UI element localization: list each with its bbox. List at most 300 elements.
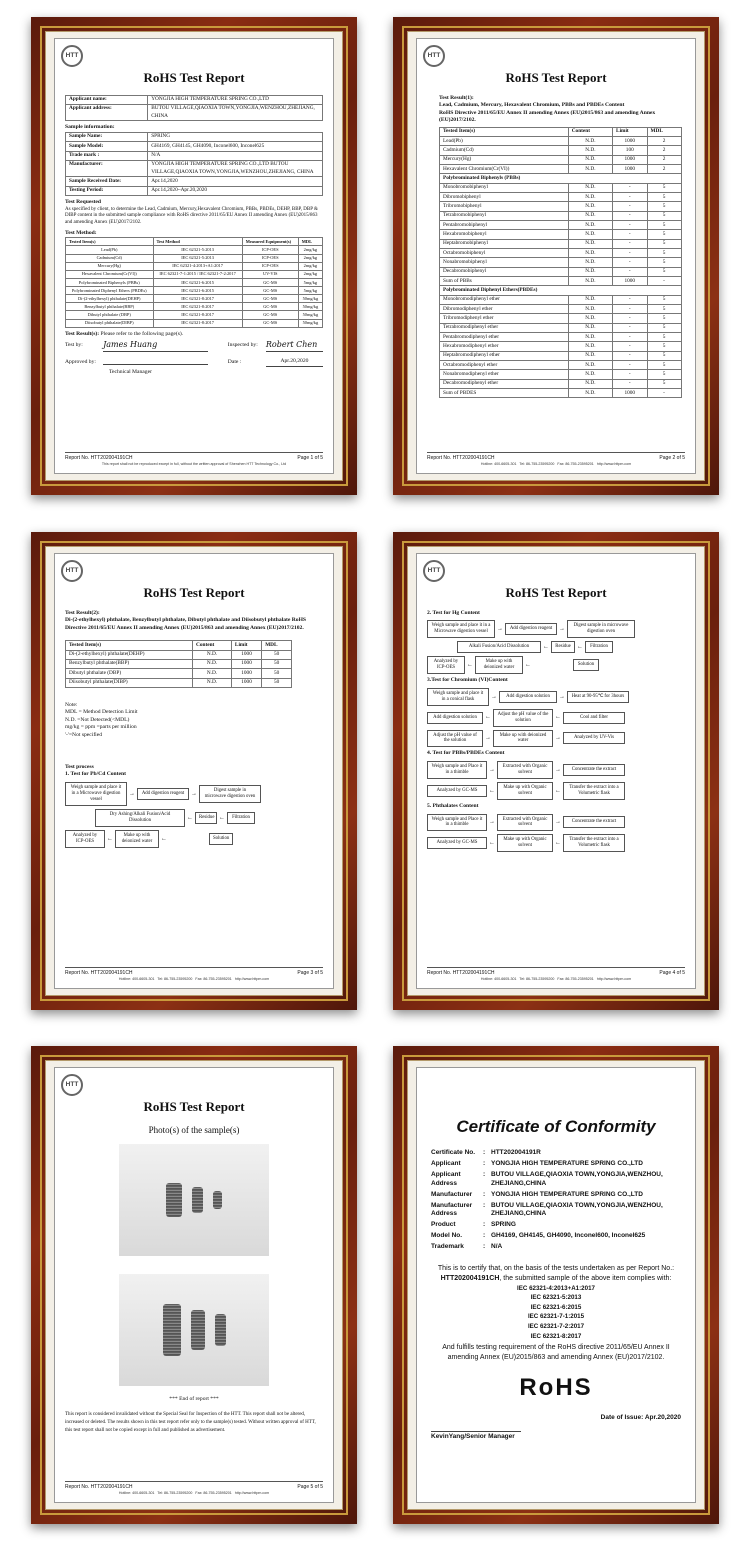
table-cell: 1000 bbox=[613, 165, 647, 174]
test-requested-text: As specified by client, to determine the Lead, Cadmium, Mercury,Hexavalent Chromium, PBBs, PBDEs, DEHP, BBP, DBP & DIBP content in the submitted sample compliance with RoHS directive 2011/65/EU Annex II amending Annex (EU)2015/863 and amending Annex (EU)2017/2102. bbox=[65, 206, 318, 226]
table-cell: - bbox=[613, 183, 647, 192]
sample-photo-1 bbox=[119, 1144, 269, 1256]
coc-value: N/A bbox=[491, 1243, 503, 1251]
flow-step: Dry Ashing/Alkali Fusion/Acid Dissolution bbox=[95, 809, 185, 827]
table-cell: GC-MS bbox=[242, 295, 298, 303]
coc-label: Product bbox=[431, 1221, 456, 1229]
field-label: Sample Received Date: bbox=[66, 177, 148, 186]
table-cell: - bbox=[613, 351, 647, 360]
table-cell: N.D. bbox=[193, 678, 232, 687]
table-cell: N.D. bbox=[568, 388, 612, 397]
coc-value: YONGJIA HIGH TEMPERATURE SPRING CO.,LTD bbox=[491, 1190, 643, 1198]
report-disclaimer: This report is considered invalidated without the Special Seal for Inspection of the HTT. This report shall not be altered, increased or deleted. The results shown in this test report refer only to the sample(s) tested. Without written approval of HTT, this test report shall not be copied except in full and published as advertisement. bbox=[65, 1412, 316, 1434]
result2-subheading: Di-(2-ethylhexyl) phthalate, Benzylbutyl phthalate, Dibutyl phthalate and Diisobutyl phthalate RoHS Directive 2011/65/EU Annex II amending Annex (EU)2015/863 and amending Annex (EU)2017/2102. bbox=[65, 617, 307, 631]
coc-separator: : bbox=[483, 1232, 486, 1240]
result2-table bbox=[65, 640, 292, 688]
coc-separator: : bbox=[483, 1243, 486, 1251]
table-cell: 2mg/kg bbox=[298, 262, 322, 270]
table-header bbox=[66, 641, 292, 650]
flow-step: Make up with deionized water bbox=[475, 656, 523, 674]
table-cell: Nonabromodiphenyl ether bbox=[440, 370, 569, 379]
field-value: N/A bbox=[148, 151, 323, 160]
table-row bbox=[440, 304, 682, 313]
table-cell: 5 bbox=[647, 211, 681, 220]
inspected-by-label: Inspected by: bbox=[227, 342, 258, 349]
field-value: YONGJIA HIGH TEMPERATURE SPRING CO.,LTD bbox=[148, 95, 323, 104]
table-row bbox=[66, 659, 292, 668]
flow-step: Weigh sample and Place it in a thimble bbox=[427, 761, 487, 779]
field-label: Sample Name: bbox=[66, 132, 148, 141]
result1-directive: RoHS Directive 2011/65/EU Annex II amending Annex (EU)2015/863 and amending Annex (EU)2017/2102. bbox=[439, 109, 656, 124]
table-cell: N.D. bbox=[568, 267, 612, 276]
table-row bbox=[66, 95, 323, 104]
test-requested-heading: Test Requested bbox=[65, 199, 101, 205]
table-cell: N.D. bbox=[568, 239, 612, 248]
table-cell: Tribromodiphenyl ether bbox=[440, 314, 569, 323]
table-row bbox=[440, 332, 682, 341]
table-cell: N.D. bbox=[568, 360, 612, 369]
htt-logo: HTT bbox=[423, 560, 445, 582]
table-row bbox=[440, 314, 682, 323]
table-row bbox=[440, 230, 682, 239]
standard-item: IEC 62321-7-1:2015 bbox=[527, 1313, 585, 1321]
table-cell: GC-MS bbox=[242, 311, 298, 319]
table-row bbox=[440, 295, 682, 304]
pbb-pbde-heading: 4. Test for PBBs/PBDEs Content bbox=[427, 750, 505, 757]
column-header: Tested Item(s) bbox=[66, 641, 193, 650]
htt-logo: HTT bbox=[61, 45, 83, 67]
table-cell: Decabromodiphenyl ether bbox=[440, 379, 569, 388]
table-cell: Heptabromobiphenyl bbox=[440, 239, 569, 248]
table-cell: N.D. bbox=[568, 323, 612, 332]
coc-label: Manufacturer Address bbox=[431, 1201, 473, 1218]
coc-label: Certificate No. bbox=[431, 1148, 476, 1156]
spring-image bbox=[215, 1314, 226, 1346]
hg-heading: 2. Test for Hg Content bbox=[427, 609, 480, 616]
table-header bbox=[66, 238, 323, 246]
table-cell: - bbox=[613, 267, 647, 276]
table-cell: N.D. bbox=[568, 370, 612, 379]
coc-details bbox=[431, 1149, 681, 1252]
group-row bbox=[440, 286, 682, 295]
table-cell: IEC 62321-8:2017 bbox=[153, 295, 242, 303]
table-cell: - bbox=[647, 388, 681, 397]
spring-image bbox=[213, 1191, 222, 1209]
column-header: Test Method bbox=[153, 238, 242, 246]
table-cell: Nonabromobiphenyl bbox=[440, 258, 569, 267]
table-cell: Cadmium(Cd) bbox=[66, 254, 154, 262]
table-cell: 5 bbox=[647, 239, 681, 248]
applicant-table bbox=[65, 95, 323, 122]
table-row bbox=[66, 669, 292, 678]
table-cell: IEC 62321-7-1:2015 / IEC 62321-7-2:2017 bbox=[153, 270, 242, 278]
test-result-label: Test Result(s): bbox=[65, 330, 100, 337]
table-cell: 2mg/kg bbox=[298, 254, 322, 262]
spring-image bbox=[163, 1304, 181, 1356]
method-table bbox=[65, 237, 323, 327]
table-row bbox=[440, 155, 682, 164]
pb-cd-heading: 1. Test for Pb/Cd Content bbox=[65, 771, 126, 778]
table-cell: N.D. bbox=[568, 332, 612, 341]
table-cell: N.D. bbox=[568, 211, 612, 220]
coc-label: Model No. bbox=[431, 1232, 463, 1240]
cr-heading: 3.Test for Chromium (VI)Content bbox=[427, 677, 508, 684]
flow-step: Analyzed by GC-MS bbox=[427, 785, 487, 797]
flow-step: Add digestion solution bbox=[427, 712, 483, 724]
table-cell: Polybrominated Biphenyls (PBBs) bbox=[66, 278, 154, 286]
table-cell: N.D. bbox=[568, 221, 612, 230]
field-label: Testing Period: bbox=[66, 186, 148, 195]
table-row bbox=[66, 104, 323, 120]
table-cell: Di-(2-ethylhexyl) phthalate(DEHP) bbox=[66, 295, 154, 303]
table-cell: Diisobutyl phthalate(DIBP) bbox=[66, 678, 193, 687]
flow-step: Add digestion solution bbox=[499, 691, 557, 703]
table-cell: Benzylbutyl phthalate(BBP) bbox=[66, 303, 154, 311]
table-cell: Hexabromodiphenyl ether bbox=[440, 342, 569, 351]
table-row bbox=[66, 151, 323, 160]
column-header: Limit bbox=[613, 127, 647, 136]
signer: KevinYang/Senior Manager bbox=[431, 1431, 521, 1442]
table-row bbox=[440, 342, 682, 351]
table-cell: Dibromobiphenyl bbox=[440, 193, 569, 202]
htt-logo: HTT bbox=[61, 1074, 83, 1096]
group-title: Polybrominated Biphenyls (PBBs) bbox=[440, 174, 682, 183]
report-page-5 bbox=[54, 1067, 334, 1503]
table-row bbox=[440, 183, 682, 192]
coc-label: Applicant Address bbox=[431, 1170, 461, 1187]
table-cell: - bbox=[613, 221, 647, 230]
table-cell: 50 bbox=[262, 650, 292, 659]
table-cell: - bbox=[613, 239, 647, 248]
coc-separator: : bbox=[483, 1148, 486, 1156]
report-page-2 bbox=[416, 38, 696, 474]
coc-row bbox=[431, 1232, 681, 1241]
table-row bbox=[440, 388, 682, 397]
column-header: MDL bbox=[262, 641, 292, 650]
table-row bbox=[66, 186, 323, 195]
flow-step: Adjust the pH value of the solution bbox=[493, 709, 553, 727]
page-title: RoHS Test Report bbox=[143, 585, 245, 600]
table-header bbox=[440, 127, 682, 136]
table-cell: 5 bbox=[647, 221, 681, 230]
table-cell: IEC 62321-4:2013+A1:2017 bbox=[153, 262, 242, 270]
table-cell: Diisobutyl phthalate(DIBP) bbox=[66, 319, 154, 327]
table-row bbox=[66, 311, 323, 319]
coc-row bbox=[431, 1202, 681, 1220]
table-row bbox=[66, 142, 323, 151]
table-cell: 5 bbox=[647, 258, 681, 267]
table-cell: 5 bbox=[647, 360, 681, 369]
table-cell: 5 bbox=[647, 295, 681, 304]
table-cell: - bbox=[613, 379, 647, 388]
column-header: Tested Item(s) bbox=[66, 238, 154, 246]
coc-row bbox=[431, 1160, 681, 1169]
page-title: RoHS Test Report bbox=[143, 70, 245, 85]
table-cell: IEC 62321-8:2017 bbox=[153, 303, 242, 311]
coc-separator: : bbox=[483, 1201, 486, 1209]
table-row bbox=[440, 276, 682, 285]
table-cell: - bbox=[613, 202, 647, 211]
coc-title: Certificate of Conformity bbox=[456, 1117, 656, 1136]
table-row bbox=[66, 278, 323, 286]
field-value: YONGJIA HIGH TEMPERATURE SPRING CO.,LTD BUTOU VILLAGE,QIAOXIA TOWN,YONGJIA,WENZHOU,ZHEJIANG, CHINA bbox=[148, 160, 323, 176]
flow-step: Add digestion reagent bbox=[505, 623, 557, 635]
certificate-frame-5 bbox=[31, 1046, 357, 1524]
table-cell: 5mg/kg bbox=[298, 278, 322, 286]
table-cell: Tribromobiphenyl bbox=[440, 202, 569, 211]
coc-separator: : bbox=[483, 1221, 486, 1229]
table-cell: GC-MS bbox=[242, 278, 298, 286]
table-cell: N.D. bbox=[193, 669, 232, 678]
page-footer: Report No. HTT202004191CH Page 2 of 5 Hotline: 400-6605-301 Tel: 86-755-23595200 Fax: 86-755-23595201 http://www.httpm.com bbox=[427, 452, 685, 467]
field-label: Sample Model: bbox=[66, 142, 148, 151]
table-row bbox=[66, 650, 292, 659]
coc-row bbox=[431, 1171, 681, 1189]
table-cell: 1000 bbox=[231, 678, 261, 687]
refer-text: Please refer to the following page(s). bbox=[100, 330, 184, 337]
coc-value: YONGJIA HIGH TEMPERATURE SPRING CO.,LTD bbox=[491, 1159, 643, 1167]
table-cell: Monobromodiphenyl ether bbox=[440, 295, 569, 304]
photo-subtitle: Photo(s) of the sample(s) bbox=[148, 1124, 240, 1135]
table-cell: Hexavalent Chromium(Cr(VI)) bbox=[440, 165, 569, 174]
coc-value: BUTOU VILLAGE,QIAOXIA TOWN,YONGJIA,WENZHOU, ZHEJIANG,CHINA bbox=[491, 1170, 663, 1187]
coc-separator: : bbox=[483, 1170, 486, 1178]
page-footer: Report No. HTT202004191CH Page 3 of 5 Hotline: 400-6605-301 Tel: 86-755-23595200 Fax: 86-755-23595201 http://www.httpm.com bbox=[65, 967, 323, 982]
table-cell: Sum of PBDES bbox=[440, 388, 569, 397]
flow-step: Extracted with Organic solvent bbox=[497, 761, 553, 779]
table-cell: - bbox=[613, 304, 647, 313]
table-row bbox=[440, 267, 682, 276]
flow-step: Extracted with Organic solvent bbox=[497, 814, 553, 832]
table-cell: - bbox=[613, 323, 647, 332]
page-footer: Report No. HTT202004191CH Page 1 of 5 This report shall not be reproduced except in full, without the written approval of Shenzhen HTT Technology Co., Ltd bbox=[65, 452, 323, 467]
table-cell: Di-(2-ethylhexyl) phthalate(DEHP) bbox=[66, 650, 193, 659]
table-cell: GC-MS bbox=[242, 319, 298, 327]
test-signature: James Huang bbox=[103, 340, 208, 352]
table-cell: ICP-OES bbox=[242, 246, 298, 254]
table-cell: N.D. bbox=[568, 202, 612, 211]
table-cell: Dibutyl phthalate (DBP) bbox=[66, 311, 154, 319]
table-cell: ICP-OES bbox=[242, 254, 298, 262]
field-value: SPRING bbox=[148, 132, 323, 141]
table-cell: 50 bbox=[262, 669, 292, 678]
certificate-frame-4 bbox=[393, 532, 719, 1010]
table-cell: 5 bbox=[647, 379, 681, 388]
result2-heading: Test Result(2): bbox=[65, 609, 100, 616]
table-row bbox=[66, 262, 323, 270]
table-cell: Tetrabromobiphenyl bbox=[440, 211, 569, 220]
test-by-label: Test by: bbox=[65, 342, 83, 349]
table-cell: 5 bbox=[647, 230, 681, 239]
page-footer: Report No. HTT202004191CH Page 4 of 5 Hotline: 400-6605-301 Tel: 86-755-23595200 Fax: 86-755-23595201 http://www.httpm.com bbox=[427, 967, 685, 982]
table-cell: 5 bbox=[647, 314, 681, 323]
coc-row bbox=[431, 1191, 681, 1200]
flow-step: Residue bbox=[195, 812, 217, 824]
table-cell: 5 bbox=[647, 183, 681, 192]
flow-step: Digest sample in microwave digestion oven bbox=[567, 620, 635, 638]
table-cell: 5mg/kg bbox=[298, 287, 322, 295]
table-cell: 2mg/kg bbox=[298, 270, 322, 278]
table-cell: 50mg/kg bbox=[298, 319, 322, 327]
standards-list bbox=[431, 1284, 681, 1342]
sample-info-heading: Sample information: bbox=[65, 124, 115, 131]
spring-image bbox=[166, 1183, 182, 1217]
table-cell: - bbox=[613, 258, 647, 267]
table-cell: N.D. bbox=[568, 276, 612, 285]
certificate-frame-2 bbox=[393, 17, 719, 495]
result1-subheading: Lead, Cadmium, Mercury, Hexavalent Chromium, PBBs and PBDEs Content bbox=[439, 102, 625, 109]
coc-separator: : bbox=[483, 1159, 486, 1167]
table-cell: 5 bbox=[647, 249, 681, 258]
table-cell: N.D. bbox=[568, 379, 612, 388]
sample-table bbox=[65, 132, 323, 196]
flow-step: Analyzed by ICP-OES bbox=[65, 830, 105, 848]
field-label: Applicant name: bbox=[66, 95, 148, 104]
flow-step: Weigh sample and place it in a Microwave digestion vessel bbox=[427, 620, 495, 638]
table-cell: 50mg/kg bbox=[298, 295, 322, 303]
end-of-report: *** End of report *** bbox=[169, 1395, 219, 1402]
htt-logo: HTT bbox=[61, 560, 83, 582]
table-row bbox=[440, 370, 682, 379]
table-row bbox=[66, 295, 323, 303]
coc-value: BUTOU VILLAGE,QIAOXIA TOWN,YONGJIA,WENZHOU, ZHEJIANG,CHINA bbox=[491, 1201, 663, 1218]
table-cell: Monobromobiphenyl bbox=[440, 183, 569, 192]
flow-step: Filtration bbox=[227, 812, 255, 824]
flow-step: Make up with Organic solvent bbox=[497, 782, 553, 800]
table-cell: IEC 62321-5:2013 bbox=[153, 246, 242, 254]
field-value: GH4169, GH4145, GH4090, Inconel600, Inconel625 bbox=[148, 142, 323, 151]
table-cell: Tetrabromodiphenyl ether bbox=[440, 323, 569, 332]
report-page-1 bbox=[54, 38, 334, 474]
table-row bbox=[66, 678, 292, 687]
page-title: RoHS Test Report bbox=[505, 585, 607, 600]
table-cell: - bbox=[613, 193, 647, 202]
coc-value: SPRING bbox=[491, 1221, 516, 1229]
date-of-issue: Date of Issue: Apr.20,2020 bbox=[600, 1414, 681, 1422]
flow-step: Digest sample in microwave digestion oven bbox=[199, 785, 261, 803]
table-cell: GC-MS bbox=[242, 287, 298, 295]
table-cell: N.D. bbox=[193, 659, 232, 668]
table-cell: Pentabromodiphenyl ether bbox=[440, 332, 569, 341]
flow-step: Analyzed by ICP-OES bbox=[427, 656, 465, 674]
table-row bbox=[66, 303, 323, 311]
table-cell: 1000 bbox=[613, 276, 647, 285]
table-cell: N.D. bbox=[568, 342, 612, 351]
table-cell: - bbox=[613, 342, 647, 351]
table-cell: UV-VIS bbox=[242, 270, 298, 278]
flow-step: Make up with Organic solvent bbox=[497, 834, 553, 852]
flow-step: Transfer the extract into a Volumetric flask bbox=[563, 834, 625, 852]
column-header: Tested Item(s) bbox=[440, 127, 569, 136]
spring-image bbox=[191, 1310, 205, 1350]
coc-row bbox=[431, 1243, 681, 1252]
note-line: MDL = Method Detection Limit bbox=[65, 709, 138, 716]
table-cell: - bbox=[613, 230, 647, 239]
table-cell: N.D. bbox=[568, 295, 612, 304]
htt-logo: HTT bbox=[423, 45, 445, 67]
note-line: mg/kg = ppm =parts per million bbox=[65, 724, 137, 731]
table-cell: 50mg/kg bbox=[298, 311, 322, 319]
table-cell: 2 bbox=[647, 146, 681, 155]
page-footer: Report No. HTT202004191CH Page 5 of 5 Hotline: 400-6605-301 Tel: 86-755-23595200 Fax: 86-755-23595201 http://www.httpm.com bbox=[65, 1481, 323, 1496]
coc-label: Trademark bbox=[431, 1243, 464, 1251]
group-title: Polybrominated Diphenyl Ethers(PBDEs) bbox=[440, 286, 682, 295]
table-row bbox=[440, 193, 682, 202]
flow-step: Analyzed by UV-Vis bbox=[563, 732, 625, 744]
result1-table bbox=[439, 127, 682, 399]
flow-step: Cool and filter bbox=[563, 712, 625, 724]
table-cell: 1000 bbox=[231, 659, 261, 668]
test-method-heading: Test Method: bbox=[65, 229, 97, 236]
column-header: MDL bbox=[298, 238, 322, 246]
flow-step: Add digestion reagent bbox=[137, 788, 189, 800]
flow-step: Filtration bbox=[585, 641, 613, 653]
notes-list bbox=[65, 709, 323, 739]
table-cell: N.D. bbox=[568, 304, 612, 313]
table-cell: 1000 bbox=[613, 155, 647, 164]
date-label: Date : bbox=[227, 358, 242, 365]
table-cell: IEC 62321-6:2015 bbox=[153, 278, 242, 286]
table-row bbox=[66, 319, 323, 327]
approved-by-label: Approved by: bbox=[65, 358, 96, 365]
column-header: Content bbox=[193, 641, 232, 650]
result1-heading: Test Result(1): bbox=[439, 94, 474, 101]
table-cell: 5 bbox=[647, 202, 681, 211]
certificate-frame-6 bbox=[393, 1046, 719, 1524]
table-row bbox=[66, 254, 323, 262]
coc-separator: : bbox=[483, 1190, 486, 1198]
flow-step: Weigh sample and place it in a Microwave digestion vessel bbox=[65, 782, 127, 806]
table-cell: 1000 bbox=[231, 650, 261, 659]
table-cell: 1000 bbox=[613, 137, 647, 146]
table-cell: Lead(Pb) bbox=[66, 246, 154, 254]
table-cell: IEC 62321-8:2017 bbox=[153, 319, 242, 327]
flow-step: Heat at 90-95℃ for 3hours bbox=[567, 691, 629, 703]
table-row bbox=[66, 287, 323, 295]
table-cell: 1000 bbox=[231, 669, 261, 678]
table-row bbox=[440, 165, 682, 174]
table-row bbox=[440, 146, 682, 155]
table-row bbox=[440, 258, 682, 267]
inspected-signature: Robert Chen bbox=[266, 340, 323, 352]
table-cell: 2mg/kg bbox=[298, 246, 322, 254]
table-cell: Sum of PBBs bbox=[440, 276, 569, 285]
table-cell: 5 bbox=[647, 323, 681, 332]
table-cell: N.D. bbox=[568, 137, 612, 146]
report-page-3: HTT RoHS Test Report Test Result(2): Di-(2-ethylhexyl) phthalate, Benzylbutyl phthalate, Dibutyl phthalate and Diisobutyl phthalate RoHS Directive 2011/65/EU Annex II amending Annex (EU)2015/863 and amending Annex (EU)2017/2102. Tested Item(s) Content Limit MDL Di-(2-ethylhexyl) phthalate(DEHP) N.D. 1000 50 Benzylbutyl phthalate(BBP) N.D. 1000 50 Dibutyl phthalate (DBP) N.D. 1000 50 Diisobutyl phthalate(DIBP) N.D. 1000 50 Note: MDL = Method Detection Limit N.D. =Not Detected(<MDL) mg/kg = ppm =parts per million '-'=Not specified Test process 1. Test for Pb/Cd Content Weigh sample and place it in a Microwave digestion vessel → Add digestion reagent → Digest sample in microwave digestion oven Dry Ashing/Alkali Fusion/Acid Dissolution ← Residue ← Filtration Analyzed by ICP-OES ← Make up with deionized water ← Solution Report No. HTT202004191CH Page 3 of 5 Hotline: 400-6605-301 Tel: 86-755-23595200 Fax: 86-755-23595201 http://www.httpm.com bbox=[54, 553, 334, 989]
table-row bbox=[66, 270, 323, 278]
table-row bbox=[66, 177, 323, 186]
rohs-mark: RoHS bbox=[519, 1374, 593, 1402]
coc-row bbox=[431, 1149, 681, 1158]
table-cell: N.D. bbox=[568, 351, 612, 360]
table-cell: N.D. bbox=[568, 193, 612, 202]
table-cell: Hexabromobiphenyl bbox=[440, 230, 569, 239]
note-heading: Note: bbox=[65, 701, 78, 708]
table-row bbox=[440, 202, 682, 211]
flow-step: Solution bbox=[209, 833, 233, 845]
note-line: N.D. =Not Detected(<MDL) bbox=[65, 716, 130, 723]
flow-step: Make up with deionized water bbox=[493, 730, 553, 748]
table-cell: Benzylbutyl phthalate(BBP) bbox=[66, 659, 193, 668]
field-value: Apr.14,2020 bbox=[148, 177, 323, 186]
table-cell: Pentabromobiphenyl bbox=[440, 221, 569, 230]
table-row bbox=[440, 323, 682, 332]
fulfills-statement: And fulfills testing requirement of the RoHS directive 2011/65/EU Annex II amending Annex (EU)2015/863 and amending Annex (EU)2017/2102. bbox=[442, 1344, 670, 1361]
sample-photo-2 bbox=[119, 1274, 269, 1386]
table-cell: 5 bbox=[647, 351, 681, 360]
table-cell: IEC 62321-5:2013 bbox=[153, 254, 242, 262]
